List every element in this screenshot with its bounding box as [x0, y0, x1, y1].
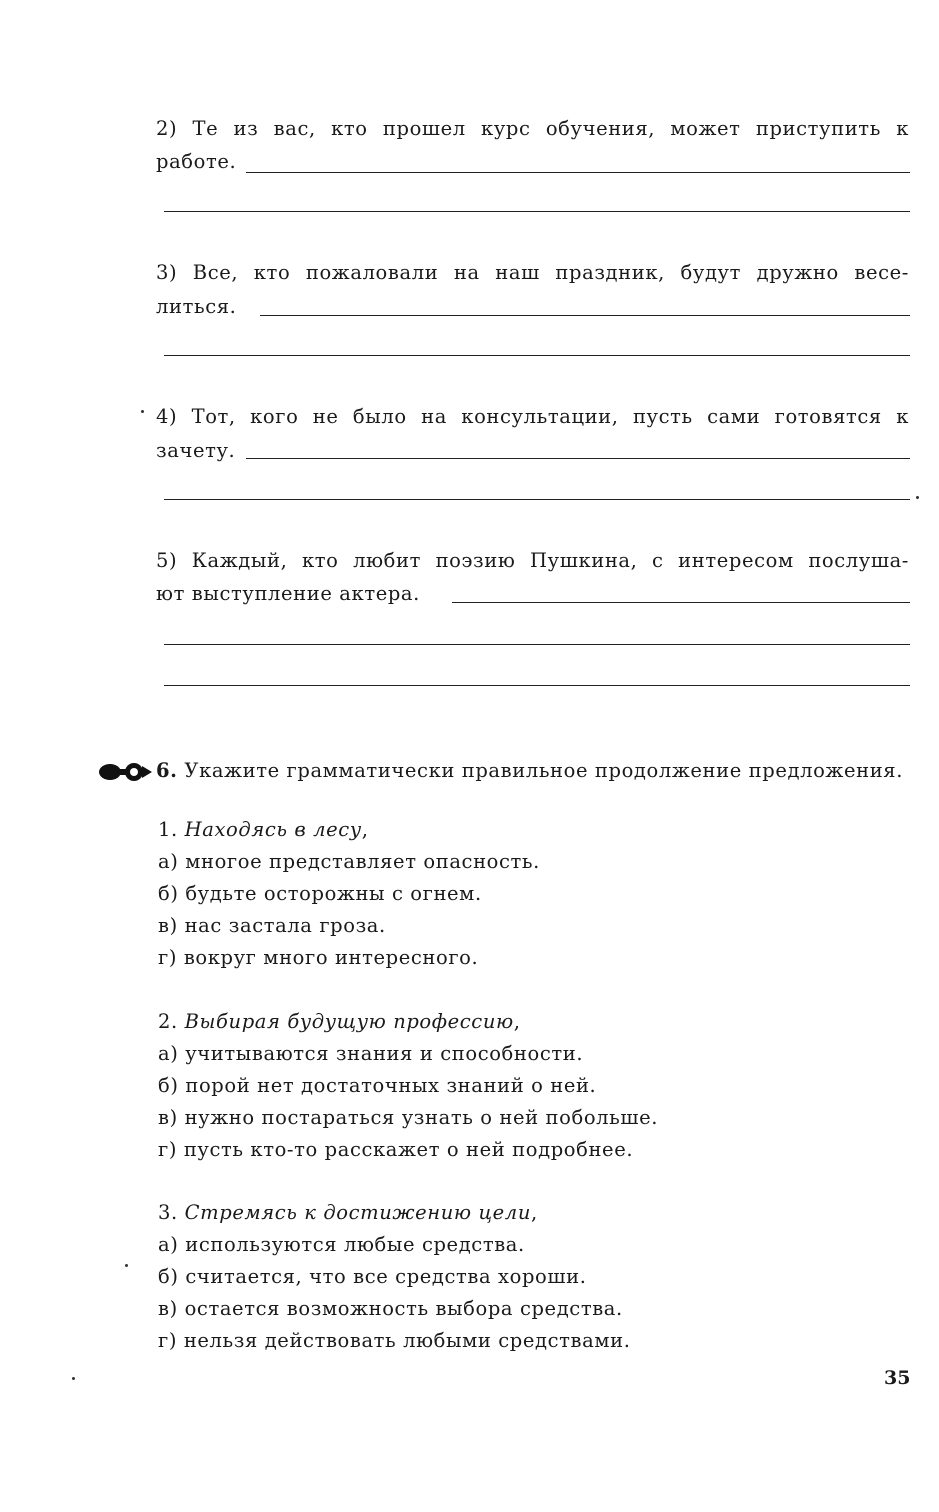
- sentence-3-line-1: 3) Все, кто пожаловали на наш праздник, будут дружно весе-: [156, 261, 909, 284]
- task-item-number: 2.: [158, 1010, 178, 1033]
- scan-speck: [916, 496, 919, 499]
- task-item-number: 1.: [158, 818, 178, 841]
- task-6-heading: [156, 759, 903, 783]
- option[interactable]: б) порой нет достаточных знаний о ней.: [158, 1074, 597, 1097]
- task-item-1-stem: 1. Находясь в лесу,: [158, 818, 369, 841]
- answer-line[interactable]: [164, 685, 910, 686]
- task-item-stem: Выбирая будущую профессию: [184, 1010, 514, 1033]
- option[interactable]: а) многое представляет опасность.: [158, 850, 540, 873]
- task-item-number: 3.: [158, 1201, 178, 1224]
- answer-line[interactable]: [164, 644, 910, 645]
- answer-line[interactable]: [452, 602, 910, 603]
- option[interactable]: г) вокруг много интересного.: [158, 946, 479, 969]
- sentence-4-line-2: зачету.: [156, 439, 236, 462]
- page-number: 35: [884, 1367, 911, 1389]
- task-item-stem: Находясь в лесу: [184, 818, 362, 841]
- sentence-2-line-2: работе.: [156, 150, 237, 173]
- sentence-3-line-2: литься.: [156, 295, 237, 318]
- exercise-marker-icon: [98, 760, 152, 784]
- task-6-instruction: Укажите грамматически правильное продолжение предложения.: [184, 759, 903, 782]
- task-item-3-stem: 3. Стремясь к достижению цели,: [158, 1201, 538, 1224]
- answer-line[interactable]: [246, 172, 910, 173]
- option[interactable]: г) нельзя действовать любыми средствами.: [158, 1329, 631, 1352]
- task-6-number: 6.: [156, 759, 178, 782]
- option[interactable]: в) нужно постараться узнать о ней побольше.: [158, 1106, 659, 1129]
- sentence-5-line-1: 5) Каждый, кто любит поэзию Пушкина, с интересом послуша-: [156, 549, 909, 572]
- sentence-5-line-2: ют выступление актера.: [156, 582, 420, 605]
- scan-speck: [141, 410, 144, 413]
- sentence-4-line-1: 4) Тот, кого не было на консультации, пусть сами готовятся к: [156, 405, 909, 428]
- option[interactable]: г) пусть кто-то расскажет о ней подробнее.: [158, 1138, 634, 1161]
- task-item-stem: Стремясь к достижению цели: [184, 1201, 531, 1224]
- answer-line[interactable]: [164, 499, 910, 500]
- option[interactable]: б) считается, что все средства хороши.: [158, 1265, 587, 1288]
- option[interactable]: б) будьте осторожны с огнем.: [158, 882, 482, 905]
- answer-line[interactable]: [164, 211, 910, 212]
- option[interactable]: а) используются любые средства.: [158, 1233, 525, 1256]
- option[interactable]: а) учитываются знания и способности.: [158, 1042, 584, 1065]
- sentence-2-line-1: 2) Те из вас, кто прошел курс обучения, может приступить к: [156, 117, 909, 140]
- option[interactable]: в) остается возможность выбора средства.: [158, 1297, 623, 1320]
- task-item-2-stem: 2. Выбирая будущую профессию,: [158, 1010, 521, 1033]
- answer-line[interactable]: [164, 355, 910, 356]
- answer-line[interactable]: [260, 315, 910, 316]
- scan-speck: [125, 1264, 128, 1267]
- scan-speck: [72, 1377, 75, 1380]
- answer-line[interactable]: [246, 458, 910, 459]
- option[interactable]: в) нас застала гроза.: [158, 914, 386, 937]
